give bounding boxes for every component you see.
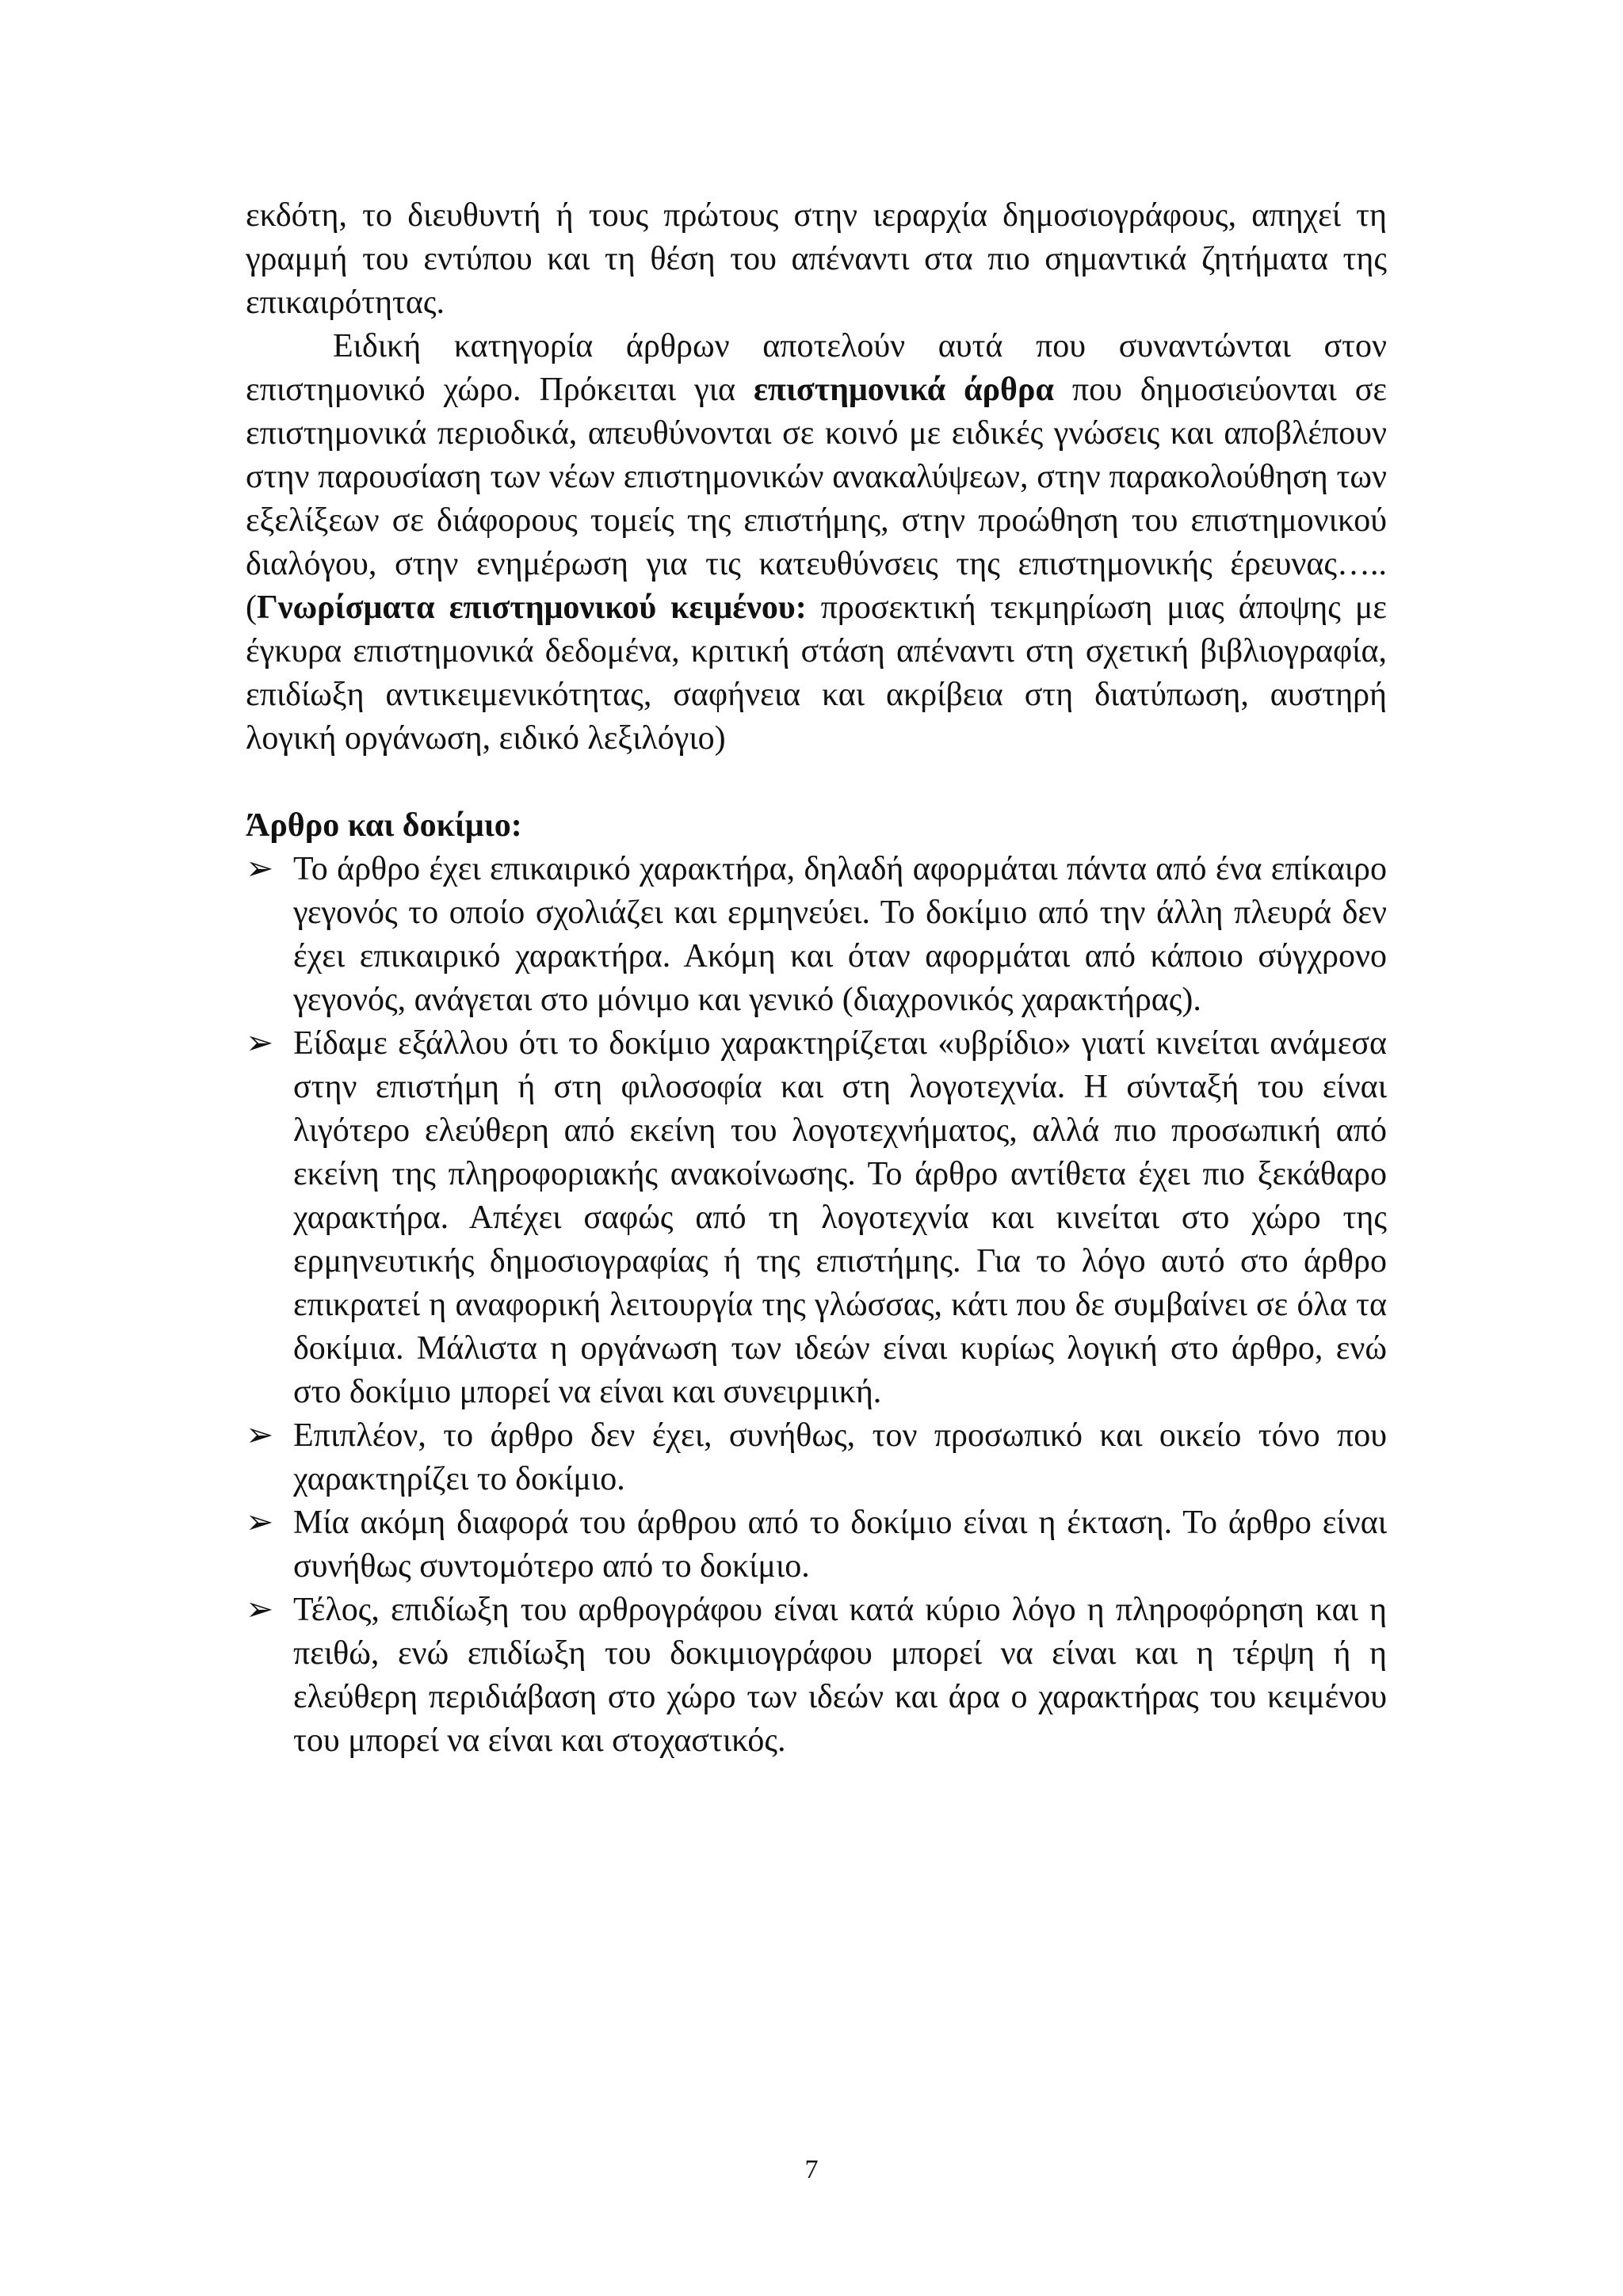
list-item [246,1589,1387,1763]
arrow-bullet-icon: ➢ [246,1505,274,1541]
paragraph-text: Ειδική κατηγορία άρθρων αποτελούν αυτά που συναντώνται στον επιστημονικό χώρο. Πρόκειται για [246,328,1387,408]
list-item [246,848,1387,1022]
list-item-text: Μία ακόμη διαφορά του άρθρου από το δοκίμιο είναι η έκταση. Το άρθρο είναι συνήθως συντομότερο από το δοκίμιο. [293,1505,1387,1585]
list-item-text: Επιπλέον, το άρθρο δεν έχει, συνήθως, τον προσωπικό και οικείο τόνο που χαρακτηρίζει το δοκίμιο. [293,1417,1387,1497]
bold-term-scientific-articles: επιστημονικά άρθρα [753,372,1054,408]
bullet-list [246,848,1387,1763]
list-item [246,1501,1387,1589]
list-item-text: Το άρθρο έχει επικαιρικό χαρακτήρα, δηλαδή αφορμάται πάντα από ένα επίκαιρο γεγονός το οποίο σχολιάζει και ερμηνεύει. Το δοκίμιο από την άλλη πλευρά δεν έχει επικαιρικό χαρακτήρα. Ακόμη και όταν αφορμάται από κάποιο σύγχρονο γεγονός, ανάγεται στο μόνιμο και γενικό (διαχρονικός χαρακτήρας). [293,851,1387,1018]
paragraph-text: προσεκτική τεκμηρίωση μιας άποψης με έγκυρα επιστημονικά δεδομένα, κριτική στάση απέναντι στη σχετική βιβλιογραφία, επιδίωξη αντικειμενικότητας, σαφήνεια και ακρίβεια στη διατύπωση, αυστηρή λογική οργάνωση, ειδικό λεξιλόγιο) [246,589,1387,757]
list-item-text: Είδαμε εξάλλου ότι το δοκίμιο χαρακτηρίζεται «υβρίδιο» γιατί κινείται ανάμεσα στην επιστήμη ή στη φιλοσοφία και στη λογοτεχνία. Η σύνταξή του είναι λιγότερο ελεύθερη από εκείνη του λογοτεχνήματος, αλλά πιο προσωπική από εκείνη της πληροφοριακής ανακοίνωσης. Το άρθρο αντίθετα έχει πιο ξεκάθαρο χαρακτήρα. Απέχει σαφώς από τη λογοτεχνία και κινείται στο χώρο της ερμηνευτικής δημοσιογραφίας ή της επιστήμης. Για το λόγο αυτό στο άρθρο επικρατεί η αναφορική λειτουργία της γλώσσας, κάτι που δε συμβαίνει σε όλα τα δοκίμια. Μάλιστα η οργάνωση των ιδεών είναι κυρίως λογική στο άρθρο, ενώ στο δοκίμιο μπορεί να είναι και συνειρμική. [293,1025,1387,1410]
bold-term-scientific-text-features: Γνωρίσματα επιστημονικού κειμένου: [257,589,807,626]
section-heading: Άρθρο και δοκίμιο: [246,807,522,844]
document-page [246,194,1387,1763]
list-item-text: Τέλος, επιδίωξη του αρθρογράφου είναι κατά κύριο λόγο η πληροφόρηση και η πειθώ, ενώ επιδίωξη του δοκιμιογράφου μπορεί να είναι και η τέρψη ή η ελεύθερη περιδιάβαση στο χώρο των ιδεών και άρα ο χαρακτήρας του κειμένου του μπορεί να είναι και στοχαστικός. [293,1592,1387,1759]
page-number: 7 [804,2155,819,2184]
list-item [246,1022,1387,1414]
paragraph-continuation: εκδότη, το διευθυντή ή τους πρώτους στην ιεραρχία δημοσιογράφους, απηχεί τη γραμμή του εντύπου και τη θέση του απέναντι στα πιο σημαντικά ζητήματα της επικαιρότητας. [246,197,1387,321]
paragraph-scientific-articles [246,325,1387,761]
arrow-bullet-icon: ➢ [246,851,274,887]
paragraph-text: που δημοσιεύονται σε επιστημονικά περιοδικά, απευθύνονται σε κοινό με ειδικές γνώσεις και αποβλέπουν στην παρουσίαση των νέων επιστημονικών ανακαλύψεων, στην παρακολούθηση των εξελίξεων σε διάφορους τομείς της επιστήμης, στην προώθηση του επιστημονικού διαλόγου, στην ενημέρωση για τις κατευθύνσεις της επιστημονικής έρευνας….. ( [246,372,1387,626]
arrow-bullet-icon: ➢ [246,1592,274,1628]
list-item [246,1414,1387,1501]
arrow-bullet-icon: ➢ [246,1417,274,1454]
arrow-bullet-icon: ➢ [246,1025,274,1062]
